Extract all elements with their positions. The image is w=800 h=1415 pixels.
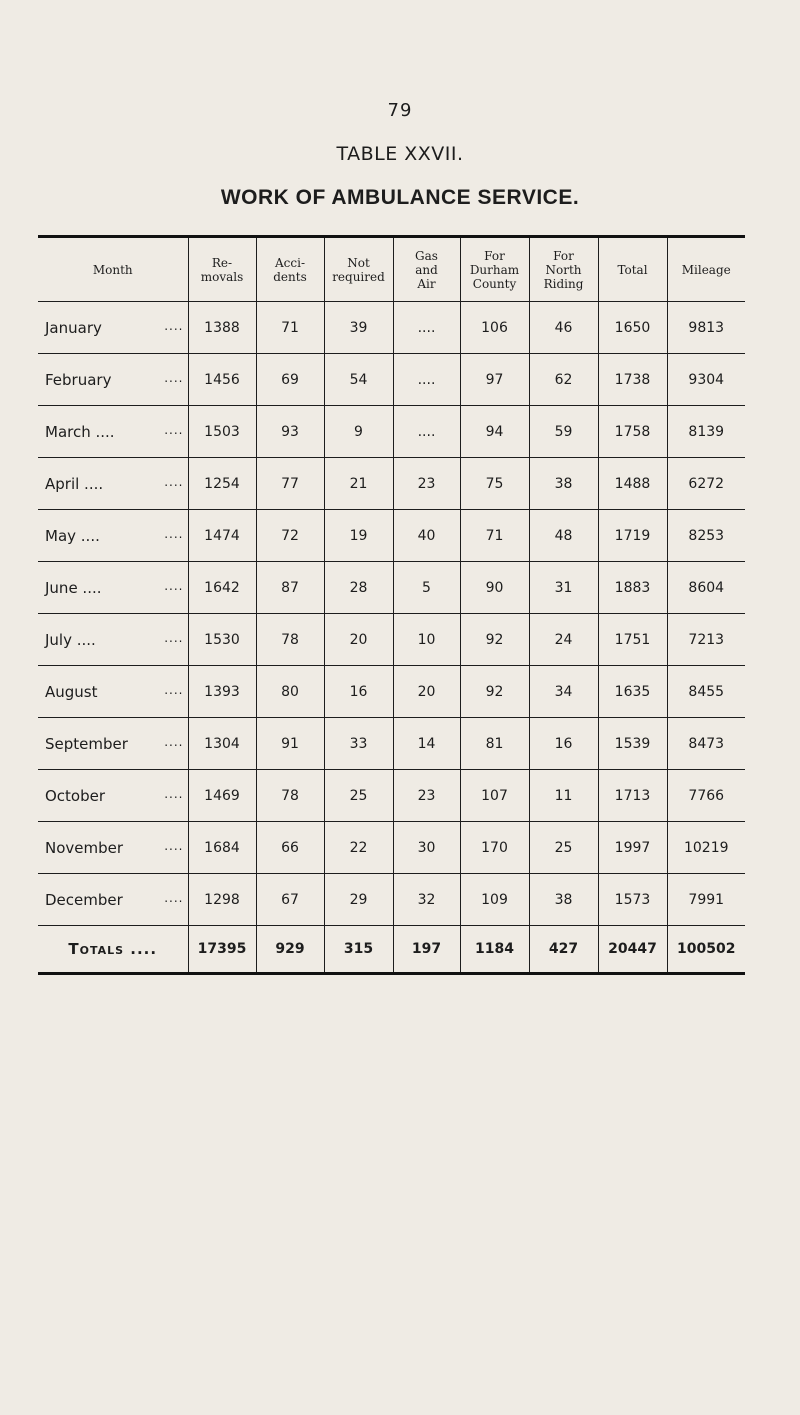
month-label: March .... bbox=[45, 422, 115, 441]
value-cell-durham-county: 107 bbox=[460, 770, 529, 822]
total-cell-mileage: 100502 bbox=[667, 926, 745, 973]
column-header-north-riding: For North Riding bbox=[529, 238, 598, 302]
value-cell-accidents: 87 bbox=[256, 562, 324, 614]
value-cell-not-required: 9 bbox=[324, 406, 393, 458]
total-cell-north-riding: 427 bbox=[529, 926, 598, 973]
value-cell-not-required: 54 bbox=[324, 354, 393, 406]
month-cell bbox=[38, 510, 188, 562]
month-label: February bbox=[45, 370, 112, 389]
leader-dots: .... bbox=[164, 422, 184, 437]
value-cell-not-required: 28 bbox=[324, 562, 393, 614]
value-cell-durham-county: 97 bbox=[460, 354, 529, 406]
month-label: January bbox=[45, 318, 102, 337]
value-cell-removals: 1298 bbox=[188, 874, 256, 926]
value-cell-gas-and-air: .... bbox=[393, 406, 460, 458]
table-row bbox=[38, 874, 745, 926]
value-cell-accidents: 66 bbox=[256, 822, 324, 874]
value-cell-not-required: 19 bbox=[324, 510, 393, 562]
month-label: November bbox=[45, 838, 124, 857]
value-cell-accidents: 72 bbox=[256, 510, 324, 562]
month-label: April .... bbox=[45, 474, 104, 493]
page-number: 79 bbox=[387, 100, 413, 121]
table-row bbox=[38, 354, 745, 406]
value-cell-durham-county: 106 bbox=[460, 302, 529, 354]
month-cell bbox=[38, 770, 188, 822]
value-cell-north-riding: 38 bbox=[529, 874, 598, 926]
value-cell-gas-and-air: 10 bbox=[393, 614, 460, 666]
leader-dots: .... bbox=[164, 474, 184, 489]
month-label: October bbox=[45, 786, 106, 805]
value-cell-total: 1758 bbox=[598, 406, 667, 458]
value-cell-removals: 1642 bbox=[188, 562, 256, 614]
table-title: TABLE XXVII. bbox=[336, 143, 464, 165]
total-cell-total: 20447 bbox=[598, 926, 667, 973]
month-cell bbox=[38, 718, 188, 770]
value-cell-gas-and-air: 14 bbox=[393, 718, 460, 770]
value-cell-gas-and-air: .... bbox=[393, 354, 460, 406]
value-cell-removals: 1530 bbox=[188, 614, 256, 666]
value-cell-accidents: 77 bbox=[256, 458, 324, 510]
ambulance-service-table bbox=[38, 238, 745, 972]
leader-dots: .... bbox=[164, 370, 184, 385]
total-cell-removals: 17395 bbox=[188, 926, 256, 973]
table-row bbox=[38, 770, 745, 822]
value-cell-total: 1635 bbox=[598, 666, 667, 718]
value-cell-accidents: 80 bbox=[256, 666, 324, 718]
leader-dots: .... bbox=[164, 890, 184, 905]
table-row bbox=[38, 562, 745, 614]
totals-label: Totals .... bbox=[38, 926, 188, 973]
month-label: June .... bbox=[45, 578, 102, 597]
value-cell-accidents: 78 bbox=[256, 770, 324, 822]
table-row bbox=[38, 718, 745, 770]
value-cell-not-required: 25 bbox=[324, 770, 393, 822]
value-cell-mileage: 6272 bbox=[667, 458, 745, 510]
value-cell-mileage: 8604 bbox=[667, 562, 745, 614]
month-cell bbox=[38, 874, 188, 926]
total-cell-gas-and-air: 197 bbox=[393, 926, 460, 973]
value-cell-durham-county: 81 bbox=[460, 718, 529, 770]
ambulance-service-table-frame bbox=[38, 235, 745, 975]
column-header-durham-county: For Durham County bbox=[460, 238, 529, 302]
column-header-total: Total bbox=[598, 238, 667, 302]
value-cell-accidents: 78 bbox=[256, 614, 324, 666]
month-label: September bbox=[45, 734, 128, 753]
value-cell-accidents: 69 bbox=[256, 354, 324, 406]
value-cell-accidents: 91 bbox=[256, 718, 324, 770]
leader-dots: .... bbox=[164, 734, 184, 749]
value-cell-north-riding: 31 bbox=[529, 562, 598, 614]
value-cell-north-riding: 16 bbox=[529, 718, 598, 770]
value-cell-north-riding: 11 bbox=[529, 770, 598, 822]
value-cell-removals: 1304 bbox=[188, 718, 256, 770]
value-cell-mileage: 7213 bbox=[667, 614, 745, 666]
value-cell-north-riding: 59 bbox=[529, 406, 598, 458]
value-cell-removals: 1254 bbox=[188, 458, 256, 510]
value-cell-gas-and-air: 30 bbox=[393, 822, 460, 874]
table-row bbox=[38, 406, 745, 458]
total-cell-accidents: 929 bbox=[256, 926, 324, 973]
value-cell-gas-and-air: 32 bbox=[393, 874, 460, 926]
column-header-removals: Re- movals bbox=[188, 238, 256, 302]
table-body bbox=[38, 302, 745, 973]
value-cell-total: 1997 bbox=[598, 822, 667, 874]
value-cell-total: 1713 bbox=[598, 770, 667, 822]
value-cell-removals: 1684 bbox=[188, 822, 256, 874]
totals-row bbox=[38, 926, 745, 973]
value-cell-accidents: 67 bbox=[256, 874, 324, 926]
value-cell-mileage: 7991 bbox=[667, 874, 745, 926]
value-cell-not-required: 39 bbox=[324, 302, 393, 354]
value-cell-north-riding: 48 bbox=[529, 510, 598, 562]
leader-dots: .... bbox=[164, 630, 184, 645]
table-row bbox=[38, 666, 745, 718]
month-cell bbox=[38, 302, 188, 354]
value-cell-mileage: 8455 bbox=[667, 666, 745, 718]
value-cell-durham-county: 94 bbox=[460, 406, 529, 458]
value-cell-not-required: 21 bbox=[324, 458, 393, 510]
value-cell-gas-and-air: 5 bbox=[393, 562, 460, 614]
column-header-month: Month bbox=[38, 238, 188, 302]
value-cell-total: 1751 bbox=[598, 614, 667, 666]
value-cell-gas-and-air: 23 bbox=[393, 458, 460, 510]
table-row bbox=[38, 614, 745, 666]
table-row bbox=[38, 458, 745, 510]
column-header-gas-and-air: Gas and Air bbox=[393, 238, 460, 302]
value-cell-mileage: 8253 bbox=[667, 510, 745, 562]
leader-dots: .... bbox=[164, 786, 184, 801]
month-cell bbox=[38, 614, 188, 666]
value-cell-total: 1539 bbox=[598, 718, 667, 770]
value-cell-removals: 1456 bbox=[188, 354, 256, 406]
value-cell-durham-county: 170 bbox=[460, 822, 529, 874]
table-row bbox=[38, 510, 745, 562]
total-cell-durham-county: 1184 bbox=[460, 926, 529, 973]
leader-dots: .... bbox=[164, 526, 184, 541]
value-cell-mileage: 8139 bbox=[667, 406, 745, 458]
value-cell-total: 1488 bbox=[598, 458, 667, 510]
value-cell-gas-and-air: 40 bbox=[393, 510, 460, 562]
leader-dots: .... bbox=[164, 682, 184, 697]
month-label: August bbox=[45, 682, 98, 701]
value-cell-durham-county: 75 bbox=[460, 458, 529, 510]
value-cell-north-riding: 38 bbox=[529, 458, 598, 510]
value-cell-north-riding: 46 bbox=[529, 302, 598, 354]
month-cell bbox=[38, 406, 188, 458]
month-label: December bbox=[45, 890, 123, 909]
value-cell-durham-county: 92 bbox=[460, 666, 529, 718]
total-cell-not-required: 315 bbox=[324, 926, 393, 973]
value-cell-gas-and-air: 23 bbox=[393, 770, 460, 822]
value-cell-total: 1650 bbox=[598, 302, 667, 354]
value-cell-total: 1719 bbox=[598, 510, 667, 562]
value-cell-mileage: 10219 bbox=[667, 822, 745, 874]
month-label: July .... bbox=[45, 630, 96, 649]
value-cell-gas-and-air: 20 bbox=[393, 666, 460, 718]
value-cell-durham-county: 92 bbox=[460, 614, 529, 666]
value-cell-north-riding: 25 bbox=[529, 822, 598, 874]
value-cell-not-required: 33 bbox=[324, 718, 393, 770]
value-cell-mileage: 9304 bbox=[667, 354, 745, 406]
value-cell-not-required: 16 bbox=[324, 666, 393, 718]
value-cell-mileage: 9813 bbox=[667, 302, 745, 354]
value-cell-durham-county: 90 bbox=[460, 562, 529, 614]
value-cell-accidents: 93 bbox=[256, 406, 324, 458]
table-row bbox=[38, 822, 745, 874]
leader-dots: .... bbox=[164, 578, 184, 593]
leader-dots: .... bbox=[164, 838, 184, 853]
value-cell-gas-and-air: .... bbox=[393, 302, 460, 354]
value-cell-accidents: 71 bbox=[256, 302, 324, 354]
leader-dots: .... bbox=[164, 318, 184, 333]
value-cell-durham-county: 109 bbox=[460, 874, 529, 926]
column-header-mileage: Mileage bbox=[667, 238, 745, 302]
value-cell-total: 1573 bbox=[598, 874, 667, 926]
value-cell-north-riding: 34 bbox=[529, 666, 598, 718]
value-cell-not-required: 29 bbox=[324, 874, 393, 926]
month-cell bbox=[38, 562, 188, 614]
value-cell-total: 1738 bbox=[598, 354, 667, 406]
month-cell bbox=[38, 354, 188, 406]
value-cell-north-riding: 24 bbox=[529, 614, 598, 666]
header-row bbox=[38, 238, 745, 302]
value-cell-not-required: 20 bbox=[324, 614, 393, 666]
column-header-not-required: Not required bbox=[324, 238, 393, 302]
value-cell-north-riding: 62 bbox=[529, 354, 598, 406]
value-cell-mileage: 7766 bbox=[667, 770, 745, 822]
value-cell-removals: 1469 bbox=[188, 770, 256, 822]
value-cell-total: 1883 bbox=[598, 562, 667, 614]
value-cell-mileage: 8473 bbox=[667, 718, 745, 770]
value-cell-removals: 1474 bbox=[188, 510, 256, 562]
month-cell bbox=[38, 666, 188, 718]
month-cell bbox=[38, 458, 188, 510]
table-subtitle: WORK OF AMBULANCE SERVICE. bbox=[220, 186, 580, 209]
value-cell-removals: 1503 bbox=[188, 406, 256, 458]
value-cell-durham-county: 71 bbox=[460, 510, 529, 562]
table-row bbox=[38, 302, 745, 354]
value-cell-removals: 1393 bbox=[188, 666, 256, 718]
month-cell bbox=[38, 822, 188, 874]
value-cell-removals: 1388 bbox=[188, 302, 256, 354]
month-label: May .... bbox=[45, 526, 100, 545]
column-header-accidents: Acci- dents bbox=[256, 238, 324, 302]
value-cell-not-required: 22 bbox=[324, 822, 393, 874]
